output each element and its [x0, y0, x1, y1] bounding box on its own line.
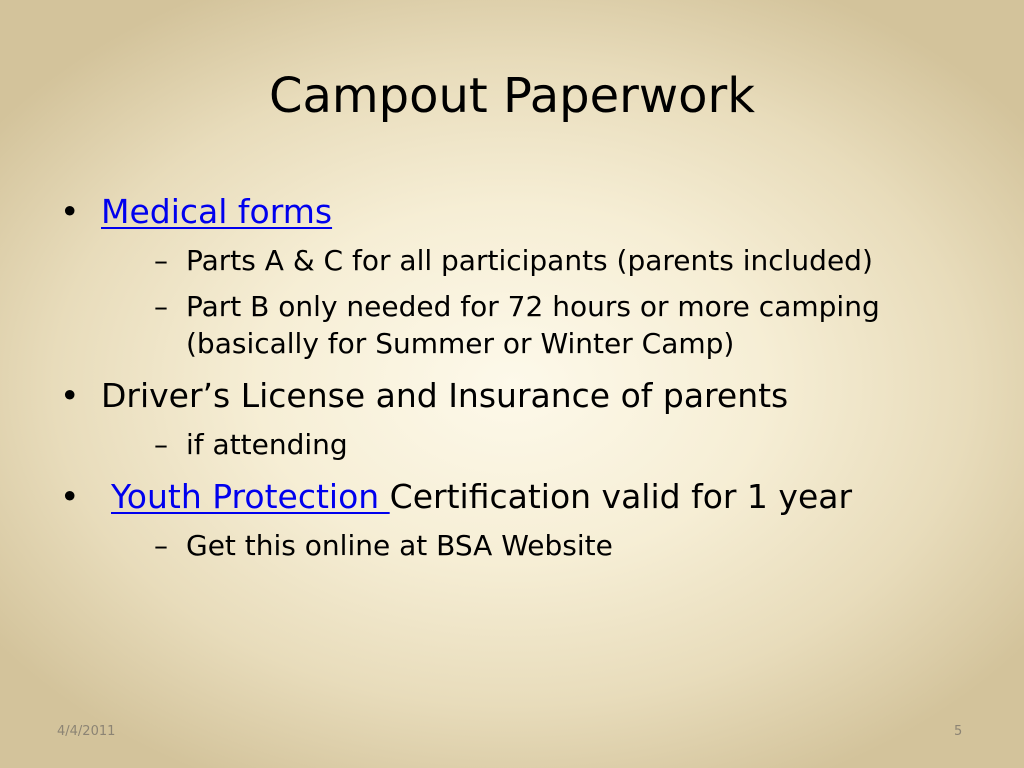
- sub-bullet-text: Get this online at BSA Website: [186, 529, 613, 562]
- dash-marker: –: [154, 428, 168, 461]
- footer-date: 4/4/2011: [57, 724, 116, 739]
- bullet-medical-forms: [60, 188, 980, 362]
- bullet-text: Certification valid for 1 year: [389, 477, 853, 516]
- sub-bullet-bsa-website: [101, 527, 980, 564]
- sub-bullet-text: Parts A & C for all participants (parents included): [186, 244, 873, 277]
- bullet-drivers-license: [60, 372, 980, 463]
- sub-bullet-part-b: [101, 288, 980, 362]
- sub-bullet-text: if attending: [186, 428, 348, 461]
- slide-title: Campout Paperwork: [268, 68, 756, 124]
- youth-protection-link[interactable]: Youth Protection: [111, 477, 390, 516]
- dash-marker: –: [154, 290, 168, 323]
- sub-list: [101, 426, 980, 463]
- bullet-text: Driver’s License and Insurance of parents: [101, 376, 789, 415]
- medical-forms-link[interactable]: Medical forms: [101, 192, 333, 231]
- sub-bullet-if-attending: [101, 426, 980, 463]
- bullet-list: [60, 188, 980, 574]
- slide-number: 5: [954, 724, 963, 739]
- sub-bullet-parts-a-c: [101, 242, 980, 279]
- bullet-marker: •: [60, 477, 80, 516]
- dash-marker: –: [154, 244, 168, 277]
- bullet-marker: •: [60, 192, 80, 231]
- sub-list: [101, 527, 980, 564]
- sub-bullet-text-continued: (basically for Summer or Winter Camp): [186, 327, 735, 360]
- bullet-marker: •: [60, 376, 80, 415]
- sub-bullet-text: Part B only needed for 72 hours or more camping: [186, 290, 880, 323]
- bullet-youth-protection: [60, 473, 980, 564]
- dash-marker: –: [154, 529, 168, 562]
- sub-list: [101, 242, 980, 362]
